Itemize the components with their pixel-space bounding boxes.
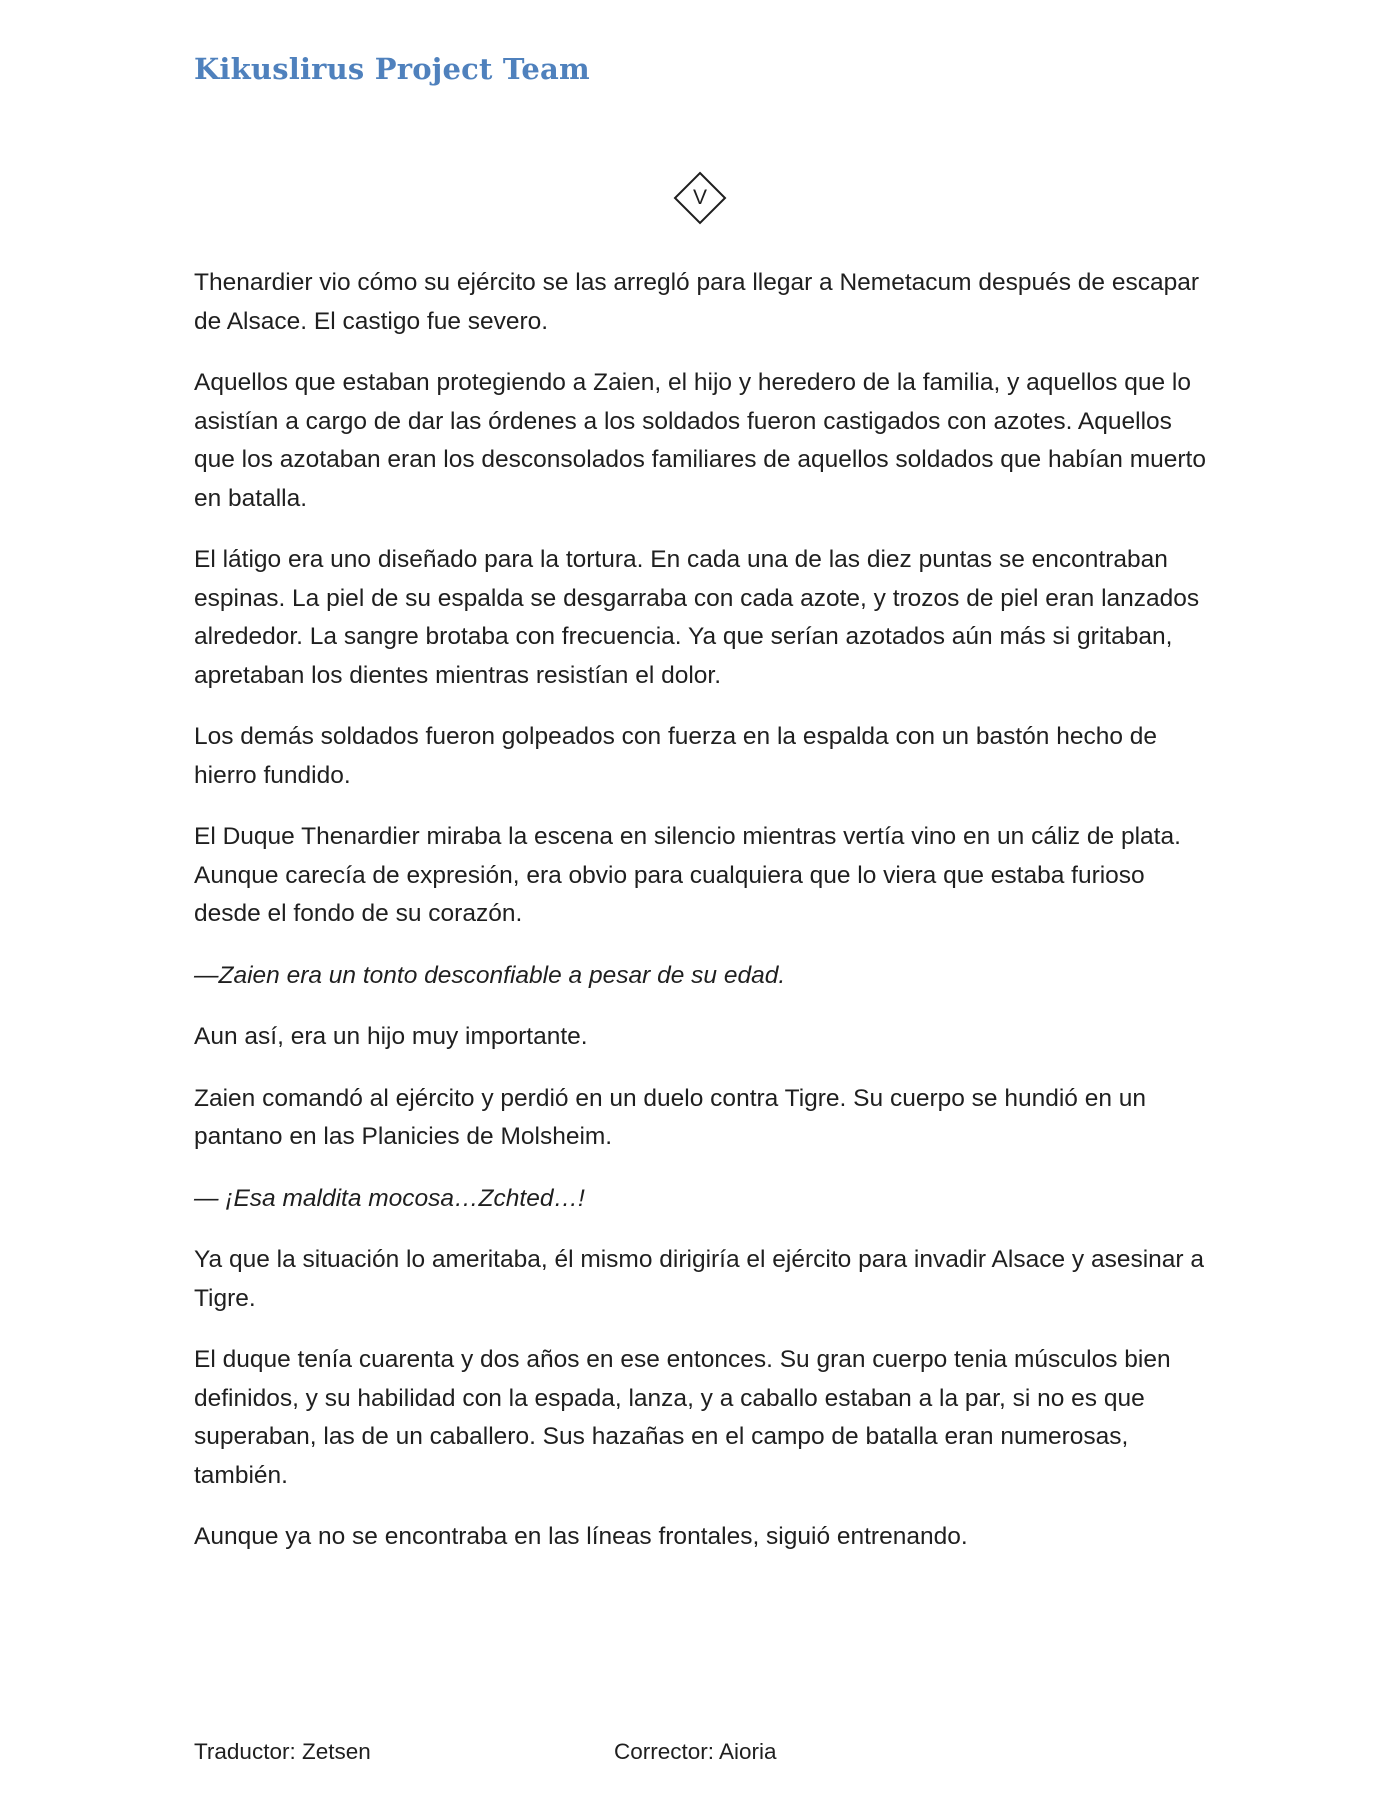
paragraph: El duque tenía cuarenta y dos años en ese entonces. Su gran cuerpo tenia músculos bien definidos, y su habilidad con la espada, lanza, y a caballo estaban a la par, si no es que superaban, las de un caballero. Sus hazañas en el campo de batalla eran numerosas, también. xyxy=(194,1346,1171,1489)
chapter-numeral: V xyxy=(692,186,707,209)
corrector-credit: Corrector: Aioria xyxy=(614,1739,777,1764)
header-title: Kikuslirus Project Team xyxy=(194,52,590,86)
page-footer xyxy=(0,1734,1400,1770)
dialogue-line: — ¡Esa maldita mocosa…Zchted…! xyxy=(194,1184,585,1212)
paragraph: Thenardier vio cómo su ejército se las arregló para llegar a Nemetacum después de escapar de Alsace. El castigo fue severo. xyxy=(194,269,1200,335)
body-text xyxy=(194,264,1210,1580)
paragraph: Los demás soldados fueron golpeados con fuerza en la espalda con un bastón hecho de hierro fundido. xyxy=(194,723,1158,789)
paragraph: Zaien comandó al ejército y perdió en un duelo contra Tigre. Su cuerpo se hundió en un pantano en las Planicies de Molsheim. xyxy=(194,1084,1147,1150)
translator-credit: Traductor: Zetsen xyxy=(194,1739,371,1764)
chapter-marker xyxy=(672,170,728,226)
paragraph: El látigo era uno diseñado para la tortura. En cada una de las diez puntas se encontraban espinas. La piel de su espalda se desgarraba con cada azote, y trozos de piel eran lanzados alrededor. La sangre brotaba con frecuencia. Ya que serían azotados aún más si gritaban, apretaban los dientes mientras resistían el dolor. xyxy=(194,546,1200,689)
paragraph: Aquellos que estaban protegiendo a Zaien, el hijo y heredero de la familia, y aquellos que lo asistían a cargo de dar las órdenes a los soldados fueron castigados con azotes. Aquellos que los azotaban eran los desconsolados familiares de aquellos soldados que habían muerto en batalla. xyxy=(194,369,1206,512)
dialogue-line: —Zaien era un tonto desconfiable a pesar de su edad. xyxy=(194,961,786,989)
paragraph: Aun así, era un hijo muy importante. xyxy=(194,1023,588,1050)
paragraph: Aunque ya no se encontraba en las líneas frontales, siguió entrenando. xyxy=(194,1523,968,1550)
paragraph: Ya que la situación lo ameritaba, él mismo dirigiría el ejército para invadir Alsace y asesinar a Tigre. xyxy=(194,1246,1204,1312)
paragraph: El Duque Thenardier miraba la escena en silencio mientras vertía vino en un cáliz de plata. Aunque carecía de expresión, era obvio para cualquiera que lo viera que estaba furioso desde el fondo de su corazón. xyxy=(194,823,1181,927)
